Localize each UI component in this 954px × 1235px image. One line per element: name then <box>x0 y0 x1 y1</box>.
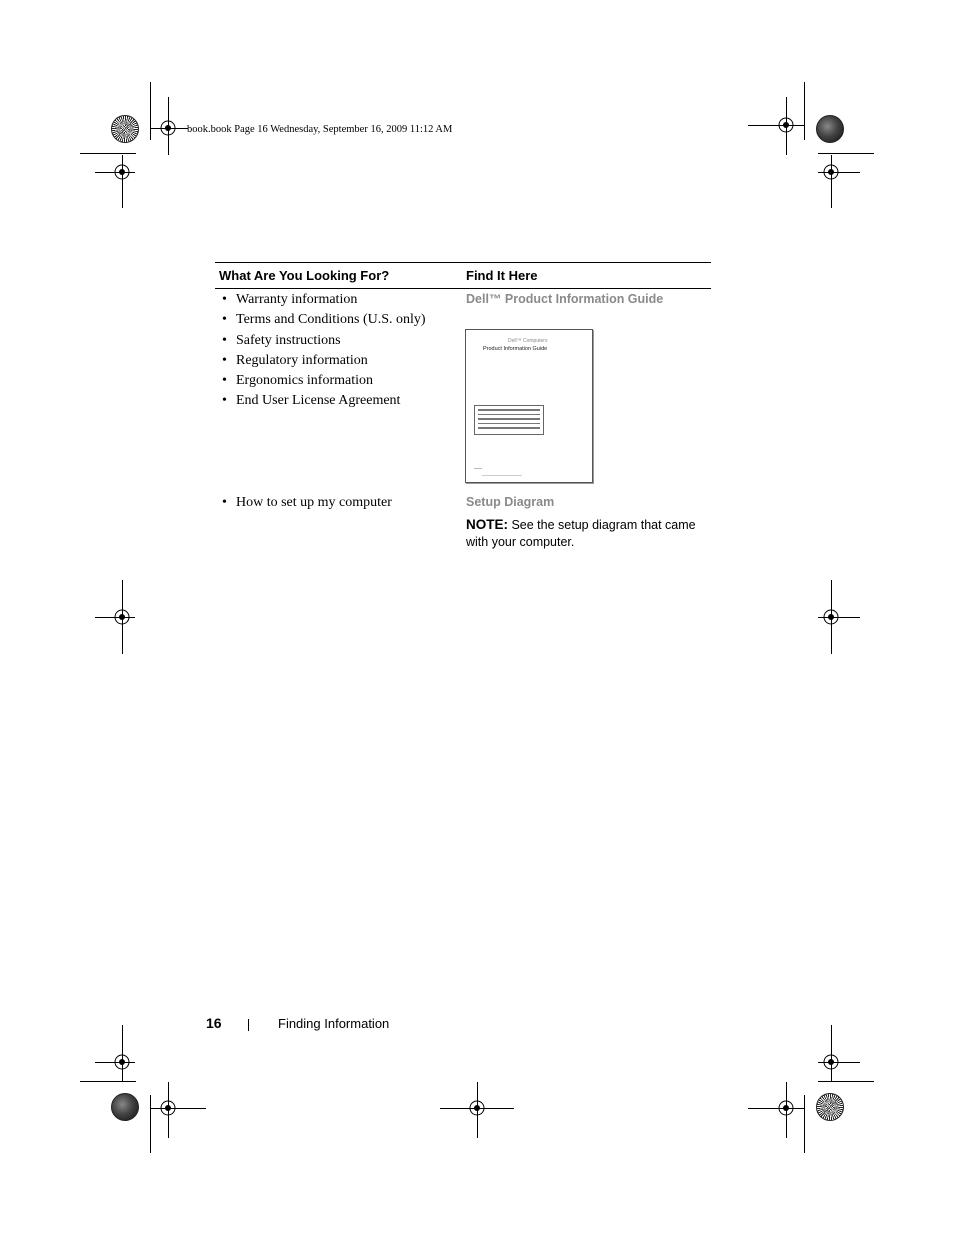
info-table <box>215 262 711 289</box>
note-text: See the setup diagram that came with your computer. <box>466 518 696 549</box>
registration-target-icon <box>822 1053 840 1071</box>
row1-topic-list <box>222 290 426 412</box>
list-item: • End User License Agreement <box>222 393 401 409</box>
crop-line <box>748 1108 804 1109</box>
footer-separator <box>248 1019 249 1031</box>
crop-line <box>804 1095 805 1153</box>
crop-line <box>150 1095 151 1153</box>
crop-line <box>80 1081 136 1082</box>
color-rosette-icon <box>111 1093 139 1121</box>
registration-target-icon <box>113 1053 131 1071</box>
row2-topic-list <box>222 493 392 513</box>
registration-target-icon <box>159 1099 177 1117</box>
col-header-looking-for: What Are You Looking For? <box>219 268 390 283</box>
guide-warning-box <box>474 405 544 435</box>
print-slug: book.book Page 16 Wednesday, September 16, 2009 11:12 AM <box>187 124 453 135</box>
registration-target-icon <box>159 119 177 137</box>
note <box>466 516 706 551</box>
registration-target-icon <box>822 608 840 626</box>
registration-target-icon <box>113 163 131 181</box>
product-information-guide-thumbnail <box>465 329 593 483</box>
list-item: • Ergonomics information <box>222 373 373 389</box>
registration-target-icon <box>777 1099 795 1117</box>
list-item: • Regulatory information <box>222 352 368 368</box>
color-rosette-icon <box>111 115 139 143</box>
table-header-rule <box>215 288 711 289</box>
crop-line <box>150 82 151 140</box>
list-item: • Warranty information <box>222 292 358 307</box>
color-rosette-icon <box>816 1093 844 1121</box>
col-header-find-it-here: Find It Here <box>466 268 538 283</box>
source-setup-diagram: Setup Diagram <box>466 495 555 509</box>
crop-line <box>80 153 136 154</box>
list-item: • Terms and Conditions (U.S. only) <box>222 312 426 328</box>
crop-line <box>748 125 804 126</box>
registration-target-icon <box>468 1099 486 1117</box>
crop-line <box>804 82 805 140</box>
list-item: • How to set up my computer <box>222 495 392 510</box>
guide-title: Product Information Guide <box>483 346 548 352</box>
section-title: Finding Information <box>278 1016 390 1031</box>
crop-line <box>818 1081 874 1082</box>
guide-footer-line <box>482 475 522 476</box>
color-rosette-icon <box>816 115 844 143</box>
registration-target-icon <box>777 116 795 134</box>
registration-target-icon <box>113 608 131 626</box>
note-label: NOTE: <box>466 517 508 532</box>
page-number: 16 <box>206 1015 222 1031</box>
source-product-information-guide: Dell™ Product Information Guide <box>466 292 664 306</box>
guide-brand: Dell™ Computers <box>508 338 548 344</box>
crop-line <box>818 153 874 154</box>
registration-target-icon <box>822 163 840 181</box>
table-header <box>215 263 711 288</box>
list-item: • Safety instructions <box>222 332 341 348</box>
guide-footer-line <box>474 468 482 469</box>
